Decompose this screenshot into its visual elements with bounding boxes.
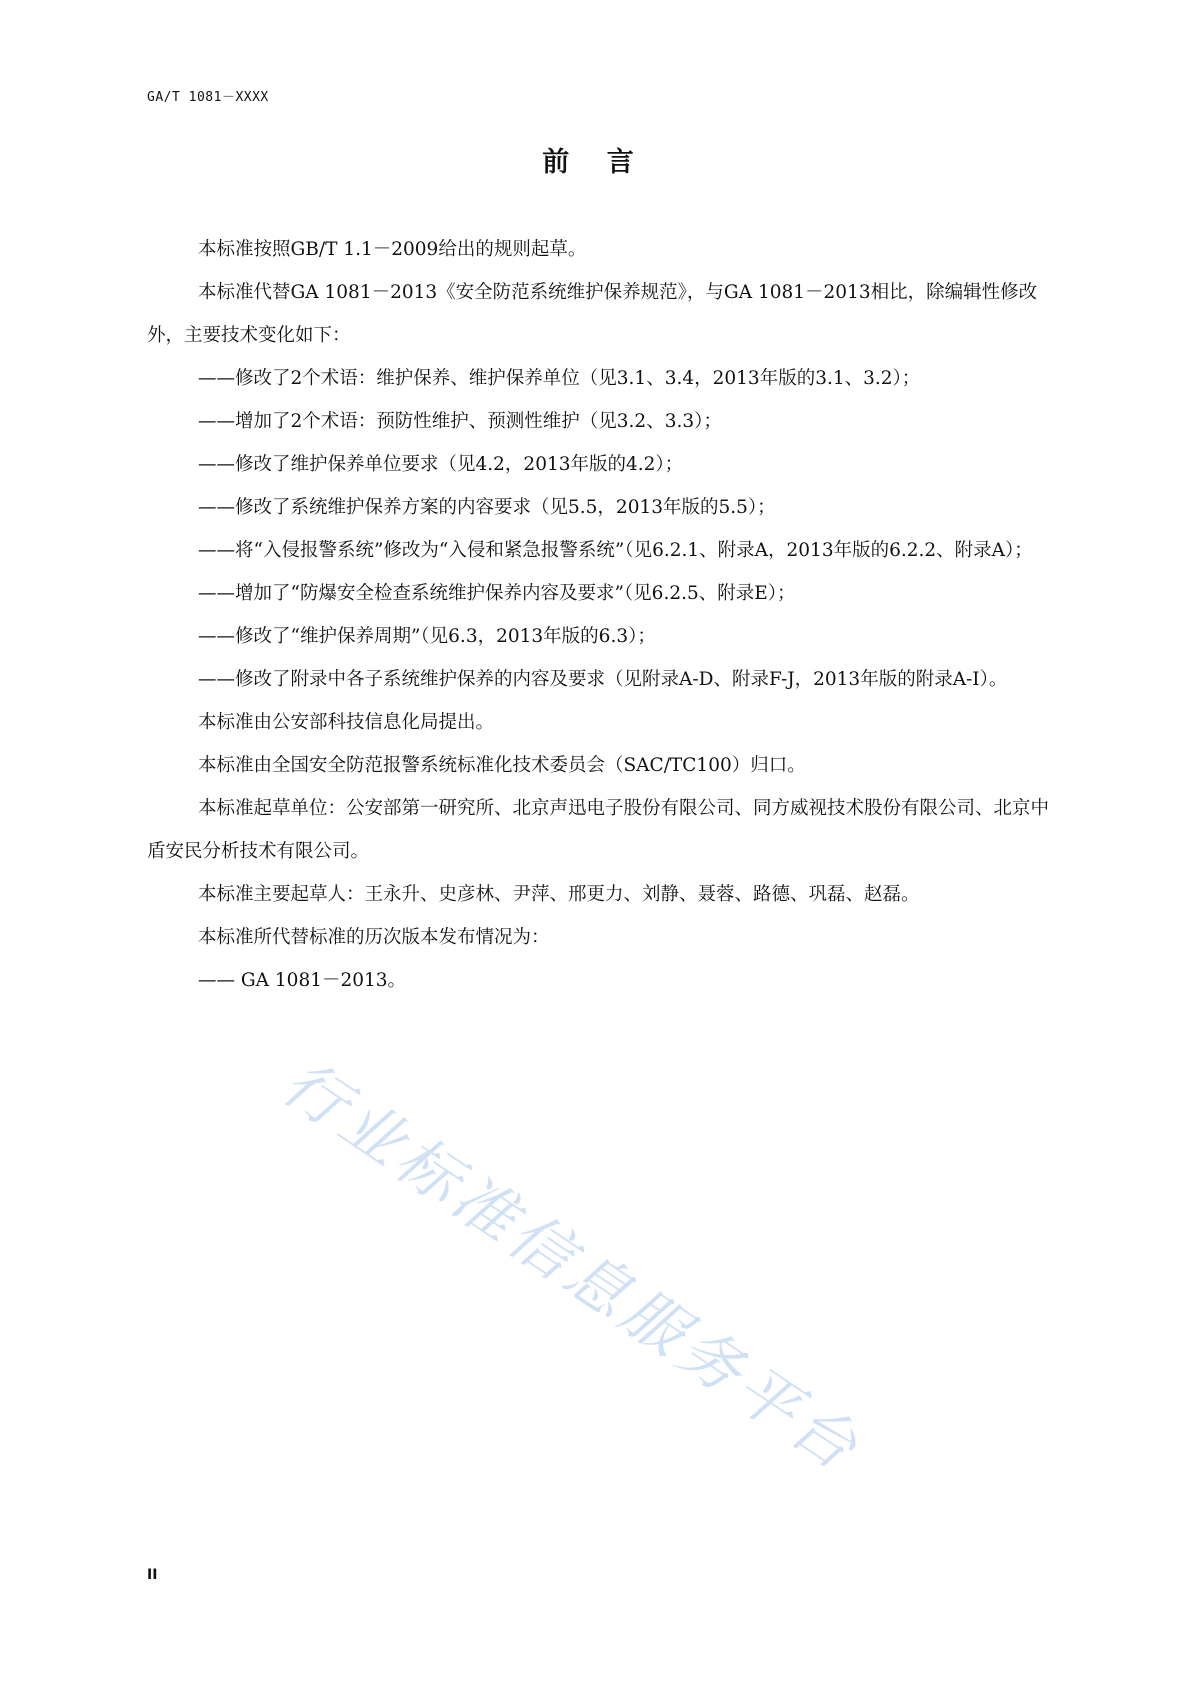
- change-item-text: ——将“入侵报警系统”修改为“入侵和紧急报警系统”（见6.2.1、附录A，2013年版的6.2.2、附录A）；: [198, 540, 1033, 561]
- change-item: [147, 443, 1067, 486]
- page-number: II: [147, 1567, 158, 1583]
- change-item: [147, 400, 1067, 443]
- paragraph-drafting-units: 本标准起草单位：公安部第一研究所、北京声迅电子股份有限公司、同方威视技术股份有限公司、北京中盾安民分析技术有限公司。: [147, 798, 1050, 862]
- change-item-text: ——增加了2个术语：预防性维护、预测性维护（见3.2、3.3）；: [198, 411, 722, 432]
- change-item-text: ——修改了维护保养单位要求（见4.2，2013年版的4.2）；: [198, 454, 684, 475]
- change-item: [147, 658, 1067, 701]
- change-item-text: ——修改了附录中各子系统维护保养的内容及要求（见附录A-D、附录F-J，2013年版的附录A-I）。: [198, 669, 1008, 690]
- paragraph-proposer: 本标准由公安部科技信息化局提出。: [198, 712, 495, 733]
- change-item: [147, 529, 1067, 572]
- paragraph-replacement: 本标准代替GA 1081－2013《安全防范系统维护保养规范》，与GA 1081－2013相比，除编辑性修改外，主要技术变化如下：: [147, 282, 1038, 346]
- change-item: [147, 357, 1067, 400]
- change-item: [147, 615, 1067, 658]
- change-item-text: ——增加了“防爆安全检查系统维护保养内容及要求”（见6.2.5、附录E）；: [198, 583, 796, 604]
- change-item-text: ——修改了“维护保养周期”（见6.3，2013年版的6.3）；: [198, 626, 656, 647]
- paragraph-drafting-rules: 本标准按照GB/T 1.1－2009给出的规则起草。: [198, 239, 587, 260]
- paragraph-version-history: 本标准所代替标准的历次版本发布情况为：: [198, 927, 550, 948]
- paragraph-drafters: 本标准主要起草人：王永升、史彦林、尹萍、邢更力、刘静、聂蓉、路德、巩磊、赵磊。: [198, 884, 920, 905]
- change-item-text: ——修改了2个术语：维护保养、维护保养单位（见3.1、3.4，2013年版的3.1、3.2）；: [198, 368, 921, 389]
- watermark-text: 行业标准信息服务平台: [269, 1045, 875, 1487]
- previous-version-item: —— GA 1081－2013。: [198, 970, 407, 991]
- change-item: [147, 486, 1067, 529]
- document-code: GA/T 1081－XXXX: [147, 90, 269, 105]
- page-title: 前 言: [542, 147, 648, 178]
- change-item-text: ——修改了系统维护保养方案的内容要求（见5.5，2013年版的5.5）；: [198, 497, 776, 518]
- paragraph-committee: 本标准由全国安全防范报警系统标准化技术委员会（SAC/TC100）归口。: [198, 755, 806, 776]
- foreword-body: [147, 228, 1067, 1002]
- change-item: [147, 572, 1067, 615]
